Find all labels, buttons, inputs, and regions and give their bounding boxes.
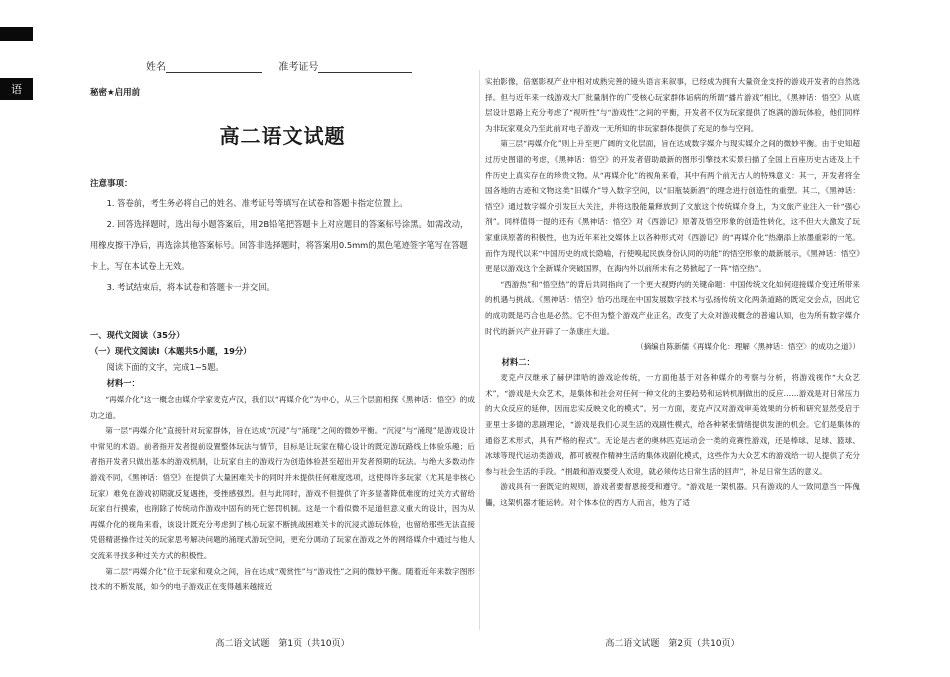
sub-heading: （一）现代文阅读Ⅰ（本题共5小题，19分） [90,346,252,356]
paragraph: 第一层“再媒介化”直接针对玩家群体，旨在达成“沉浸”与“涌现”之间的微妙平衡。“沉浸”与“涌现”是游戏设计中常见的术语。前者指开发者提前设置整体玩法与情节，目标是让玩家在精心设计的既定游玩路线上体验乐趣；后者指开发者只做出基本的游戏机制，让玩家自主的游戏行为创造体验甚至超出开发者预期的玩法。与绝大多数动作游戏不同，《黑神话：悟空》在提供了大量困难关卡的同时并未提供任何难度选项，这使得许多玩家（尤其是非核心玩家）难免在游戏初期就反复遇挫，受挫感强烈。但与此同时，游戏不但提供了许多显著降低难度的过关方式留给玩家自行摸索，也削除了传统动作游戏中固有的死亡惩罚机制。这是一个看似微不足道但意义重大的设计，因为从再媒介化的视角来看，该设计既充分考虑到了核心玩家不断挑战困难关卡的沉浸式游玩体验，也留给那些无法直接凭借精湛操作过关的玩家思考解决问题的涌现式游玩空间，更充分调动了玩家在游戏之外的网络媒介中通过与他人交流来寻找多种过关方式的积极性。 [90,426,475,560]
id-label: 准考证号 [278,62,319,73]
id-blank [318,62,412,73]
notice-list [90,193,475,298]
name-blank [166,62,262,73]
instruction: 阅读下面的文字，完成1~5题。 [106,362,224,372]
candidate-fields [146,58,412,73]
page-2 [485,0,860,677]
source-citation: （摘编自陈新儒《再媒介化：理解〈黑神话：悟空〉的成功之道》） [635,342,860,352]
corner-marker [0,27,33,41]
section-header [90,327,475,391]
confidential-mark: 秘密★启用前 [90,88,141,98]
page-1 [90,0,475,677]
notice-item: 3. 考试结束后，将本试卷和答题卡一并交回。 [106,282,275,292]
paragraph: 第三层“再媒介化”则上升至更广阔的文化层面，旨在达成数字媒介与现实媒介之间的微妙平衡。由于史知超过历史图谱的考虑，《黑神话：悟空》的开发者借助最新的图形引擎技术实景扫描了全国上百座历史古迹及上千件历史上真实存在的珍贵文物。从“再媒介化”的视角来看，其中有两个前无古人的特殊意义：其一，开发者将全国各地的古迹和文物这类“旧媒介”导入数字空间，以“旧瓶装新酒”的理念进行创造性的重塑。其二，《黑神话：悟空》通过数字媒介引发巨大关注，并将这股能量释放到了文旅这个传统媒介身上，为文旅产业注入一针“强心剂”。同样值得一提的还有《黑神话：悟空》对《西游记》原著及悟空形象的创造性转化，这不但大大激发了玩家重读原著的积极性，也为近年来社交媒体上以各种形式对《西游记》的“再媒介化”热潮添上浓墨重彩的一笔。而作为现代以来“中国历史的成长隐喻，行使嗅起民族身份认同的功能”的悟空形象的最新展示，《黑神话：悟空》更是以游戏这个全新媒介突破国界，在海内外以前所未有之势掀起了一阵“悟空热”。 [485,139,860,274]
paragraph: 第二层“再媒介化”位于玩家和观众之间，旨在达成“观赏性”与“游戏性”之间的微妙平衡。随着近年来数字图形技术的不断发展，如今的电子游戏正在变得越来越接近 [90,566,475,592]
name-label: 姓名 [146,62,166,73]
paragraph: “西游热”和“悟空热”的背后共同指向了一个更大视野内的关键命题：中国传统文化如何迎接媒介变迁所带来的机遇与挑战。《黑神话：悟空》恰巧出现在中国发展数字技术与弘扬传统文化两条道路的既定交会点，因此它的成功既是巧合也是必然。它不但为整个游戏产业正名，改变了大众对游戏概念的普遍认知，也为所有数字媒介时代的新兴产业开辟了一条康庄大道。 [485,279,860,336]
paragraph: 麦克卢汉继承了赫伊津哈的游戏论传统，一方面他基于对各种媒介的考察与分析，将游戏视作“大众艺术”，“游戏是大众艺术，是集体和社会对任何一种文化的主要趋势和运转机制做出的反应……游戏是对日常压力的大众反应的延伸，因而忠实反映文化的模式”。另一方面，麦克卢汉对游戏审美效果的分析和研究显然受启于亚里士多德的悲剧理论，“游戏是我们心灵生活的戏剧性模式，给各种紧张情绪提供发泄的机会。它们是集体的通俗艺术形式，具有严格的程式”。无论是古老的奥林匹克运动会一类的竞赛性游戏，还是棒球、足球、篮球、冰球等现代运动类游戏，都可被视作精神生活的集体戏剧化模式，这些作为大众艺术的游戏给一切人提供了充分参与社会生活的手段。“捐最和游戏要受人欢迎，就必须传达日常生活的回声”，补足日常生活的意义。 [485,373,860,476]
subject-side-tab: 语 [0,78,33,100]
material-1-label: 材料一： [106,378,140,388]
part-heading: 一、现代文阅读（35分） [90,330,185,340]
notice-item: 1. 答卷前，考生务必将自己的姓名、准考证号等填写在试卷和答题卡指定位置上。 [106,198,408,208]
notice-heading: 注意事项： [90,179,133,189]
page-1-footer: 高二语文试题 第1页（共10页） [215,639,350,649]
material-2-label: 材料二： [501,356,535,367]
exam-title: 高二语文试题 [219,124,346,148]
notice-item: 2. 回答选择题时，选出每小题答案后，用2B铅笔把答题卡上对应题目的答案标号涂黑。如需改动，用橡皮擦干净后，再选涂其他答案标号。回答非选择题时，将答案用0.5mm的黑色笔迹签字笔写在答题卡上，写在本试卷上无效。 [90,219,469,271]
left-body [90,392,475,595]
paragraph: 实拍影像，倍塞影视产业中相对成熟完善的镜头语言来叙事，已经成为拥有大量资金支持的游戏开发者的自然选择。但与近年来一线游戏大厂批量制作的广受核心玩家群体诟病的所谓“播片游戏”相比，《黑神话：悟空》从底层设计思路上充分考虑了“视听性”与“游戏性”之间的平衡，开发者不仅为玩家提供了饱满的游玩体验，他们同样为非玩家观众乃至此前对电子游戏一无所知的非玩家群体提供了充足的参与空间。 [485,77,860,133]
paragraph: “再媒介化”这一概念由媒介学家麦克卢汉，我们以“再媒介化”为中心，从三个层面相探《黑神话：悟空》的成功之道。 [90,395,475,420]
page-divider [479,70,480,630]
right-body [485,74,860,511]
paragraph: 游戏具有一套既定的规则，游戏者要督恩接受和遵守。“游戏是一架机器。只有游戏的人一致同意当一阵傀儡，这架机器才能运转。对个体本位的西方人而言，他为了适 [485,482,860,508]
page-2-footer: 高二语文试题 第2页（共10页） [605,639,740,649]
